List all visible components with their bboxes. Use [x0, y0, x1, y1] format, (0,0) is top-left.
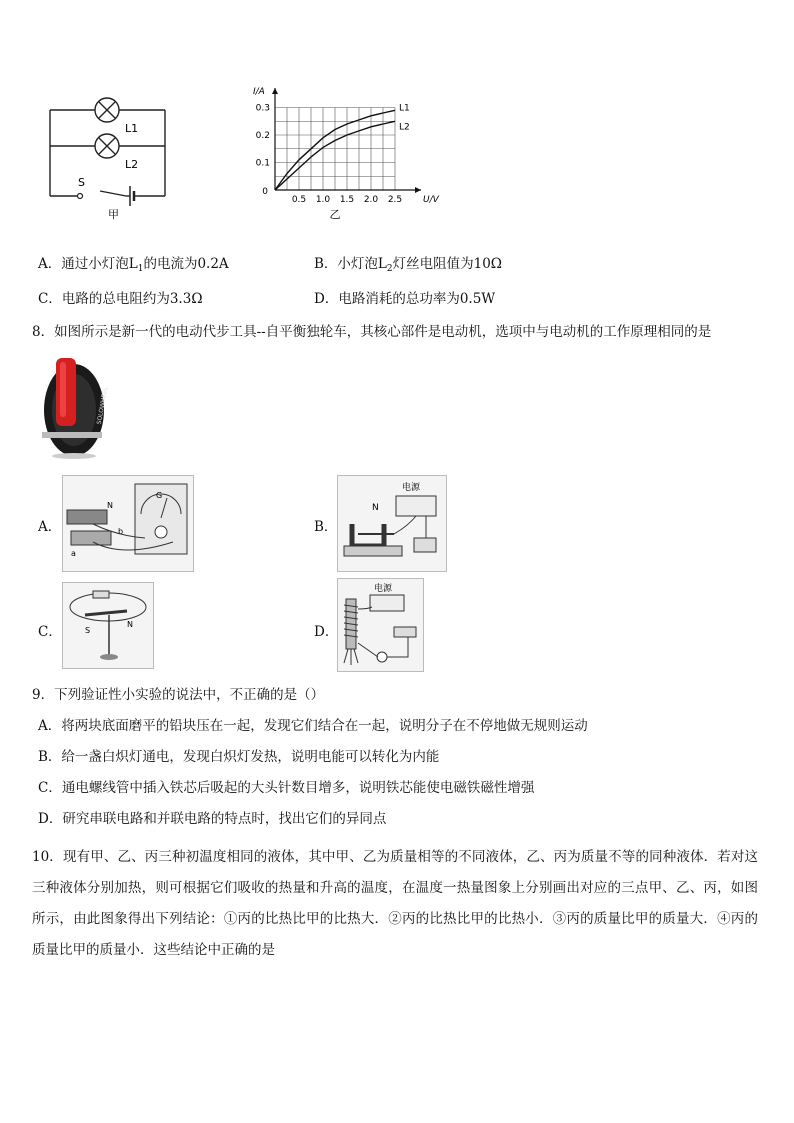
a-a-label: a: [71, 549, 76, 558]
q9-stem: 9．下列验证性小实验的说法中，不正确的是（）: [32, 687, 325, 703]
label-l2: L2: [125, 158, 139, 171]
x-axis-arrow: [415, 187, 421, 193]
q7-a-letter: A．: [38, 256, 62, 272]
x-tick-label: 2.5: [387, 195, 403, 205]
q7-option-d: [314, 290, 495, 308]
q7-c-letter: C．: [38, 291, 62, 307]
q7-b-text-pre: 小灯泡L: [337, 256, 387, 272]
q7-d-letter: D．: [314, 291, 339, 307]
q8-option-a-label: A．: [38, 519, 62, 535]
y-axis-label: I/A: [253, 87, 265, 97]
x-axis-label: U/V: [423, 195, 439, 205]
x-tick-label: 1.5: [339, 195, 355, 205]
a-b-label: b: [118, 527, 124, 536]
wheel-brand-text: SOLOWHEEL: [95, 386, 110, 425]
q7-d-text: 电路消耗的总功率为0.5W: [338, 291, 496, 307]
q7-option-c: [38, 290, 203, 308]
q7-option-a: [38, 255, 229, 278]
x-tick-label: 0.5: [291, 195, 307, 205]
x-tick-label: 1.0: [315, 195, 331, 205]
q7-a-sub: 1: [137, 264, 144, 274]
q8-option-b-label: B．: [314, 519, 338, 535]
q7-b-letter: B．: [314, 256, 338, 272]
battery: [130, 186, 134, 206]
q9-option-c: C．通电螺线管中插入铁芯后吸起的大头针数目增多，说明铁芯能使电磁铁磁性增强: [38, 780, 535, 796]
a-n-label: N: [107, 501, 113, 510]
lamp-l2: [95, 134, 119, 158]
q8-option-b-figure: [337, 475, 447, 572]
origin-label: 0: [262, 187, 268, 197]
q7-b-text-post: 灯丝电阻值为10Ω: [392, 256, 502, 272]
c-n-label: N: [127, 620, 133, 629]
q7-a-text-post: 的电流为0.2A: [143, 256, 229, 272]
label-l1: L1: [125, 122, 139, 135]
q7-a-text-pre: 通过小灯泡L: [61, 256, 138, 272]
q7-c-text: 电路的总电阻约为3.3Ω: [61, 291, 203, 307]
y-axis-arrow: [272, 88, 278, 94]
q9-option-b: B．给一盏白炽灯通电，发现白炽灯发热，说明电能可以转化为内能: [38, 749, 440, 765]
graph-caption: 乙: [329, 208, 341, 221]
y-tick-label: 0.2: [255, 131, 270, 141]
series-label-l1: L1: [399, 103, 410, 114]
lamp-l1: [95, 98, 119, 122]
q8-option-c-figure: [62, 582, 154, 669]
c-s-label: S: [85, 626, 91, 635]
d-power-label: 电源: [374, 584, 393, 594]
label-s: S: [78, 176, 85, 189]
b-n-label: N: [372, 503, 379, 513]
circuit-diagram: [40, 88, 180, 223]
q8-option-c-label: C．: [38, 624, 62, 640]
q8-stem: 8．如图所示是新一代的电动代步工具--自平衡独轮车，其核心部件是电动机，选项中与电动机的工作原理相同的是: [32, 324, 712, 340]
self-balancing-unicycle-image: [38, 352, 113, 462]
q10-stem: 10．现有甲、乙、丙三种初温度相同的液体，其中甲、乙为质量相等的不同液体，乙、丙为质量不等的同种液体．若对这三种液体分别加热，则可根据它们吸收的热量和升高的温度，在温度一热量图象上分别画出对应的三点甲、乙、丙，如图所示，由此图象得出下列结论：①丙的比热比甲的比热大．②丙的比热比甲的比热小．③丙的质量比甲的质量大．④丙的质量比甲的质量小．这些结论中正确的是: [32, 849, 758, 958]
q8-option-d-label: D．: [314, 624, 339, 640]
a-g-label: G: [156, 491, 163, 500]
y-tick-label: 0.3: [255, 103, 270, 114]
q9-option-a: A．将两块底面磨平的铅块压在一起，发现它们结合在一起，说明分子在不停地做无规则运动: [38, 718, 588, 734]
q8-option-a-figure: [62, 475, 194, 572]
b-power-label: 电源: [402, 483, 421, 493]
q8-option-d-figure: [337, 578, 424, 672]
circuit-caption: 甲: [108, 208, 119, 221]
q7-option-b: [314, 255, 502, 278]
q9-option-d: D．研究串联电路和并联电路的特点时，找出它们的异同点: [38, 811, 387, 827]
y-tick-label: 0.1: [255, 158, 270, 169]
iu-graph: [245, 80, 445, 225]
x-tick-label: 2.0: [363, 195, 379, 205]
q7-b-sub: 2: [386, 264, 393, 274]
switch-s: [78, 194, 83, 199]
series-label-l2: L2: [399, 122, 410, 133]
